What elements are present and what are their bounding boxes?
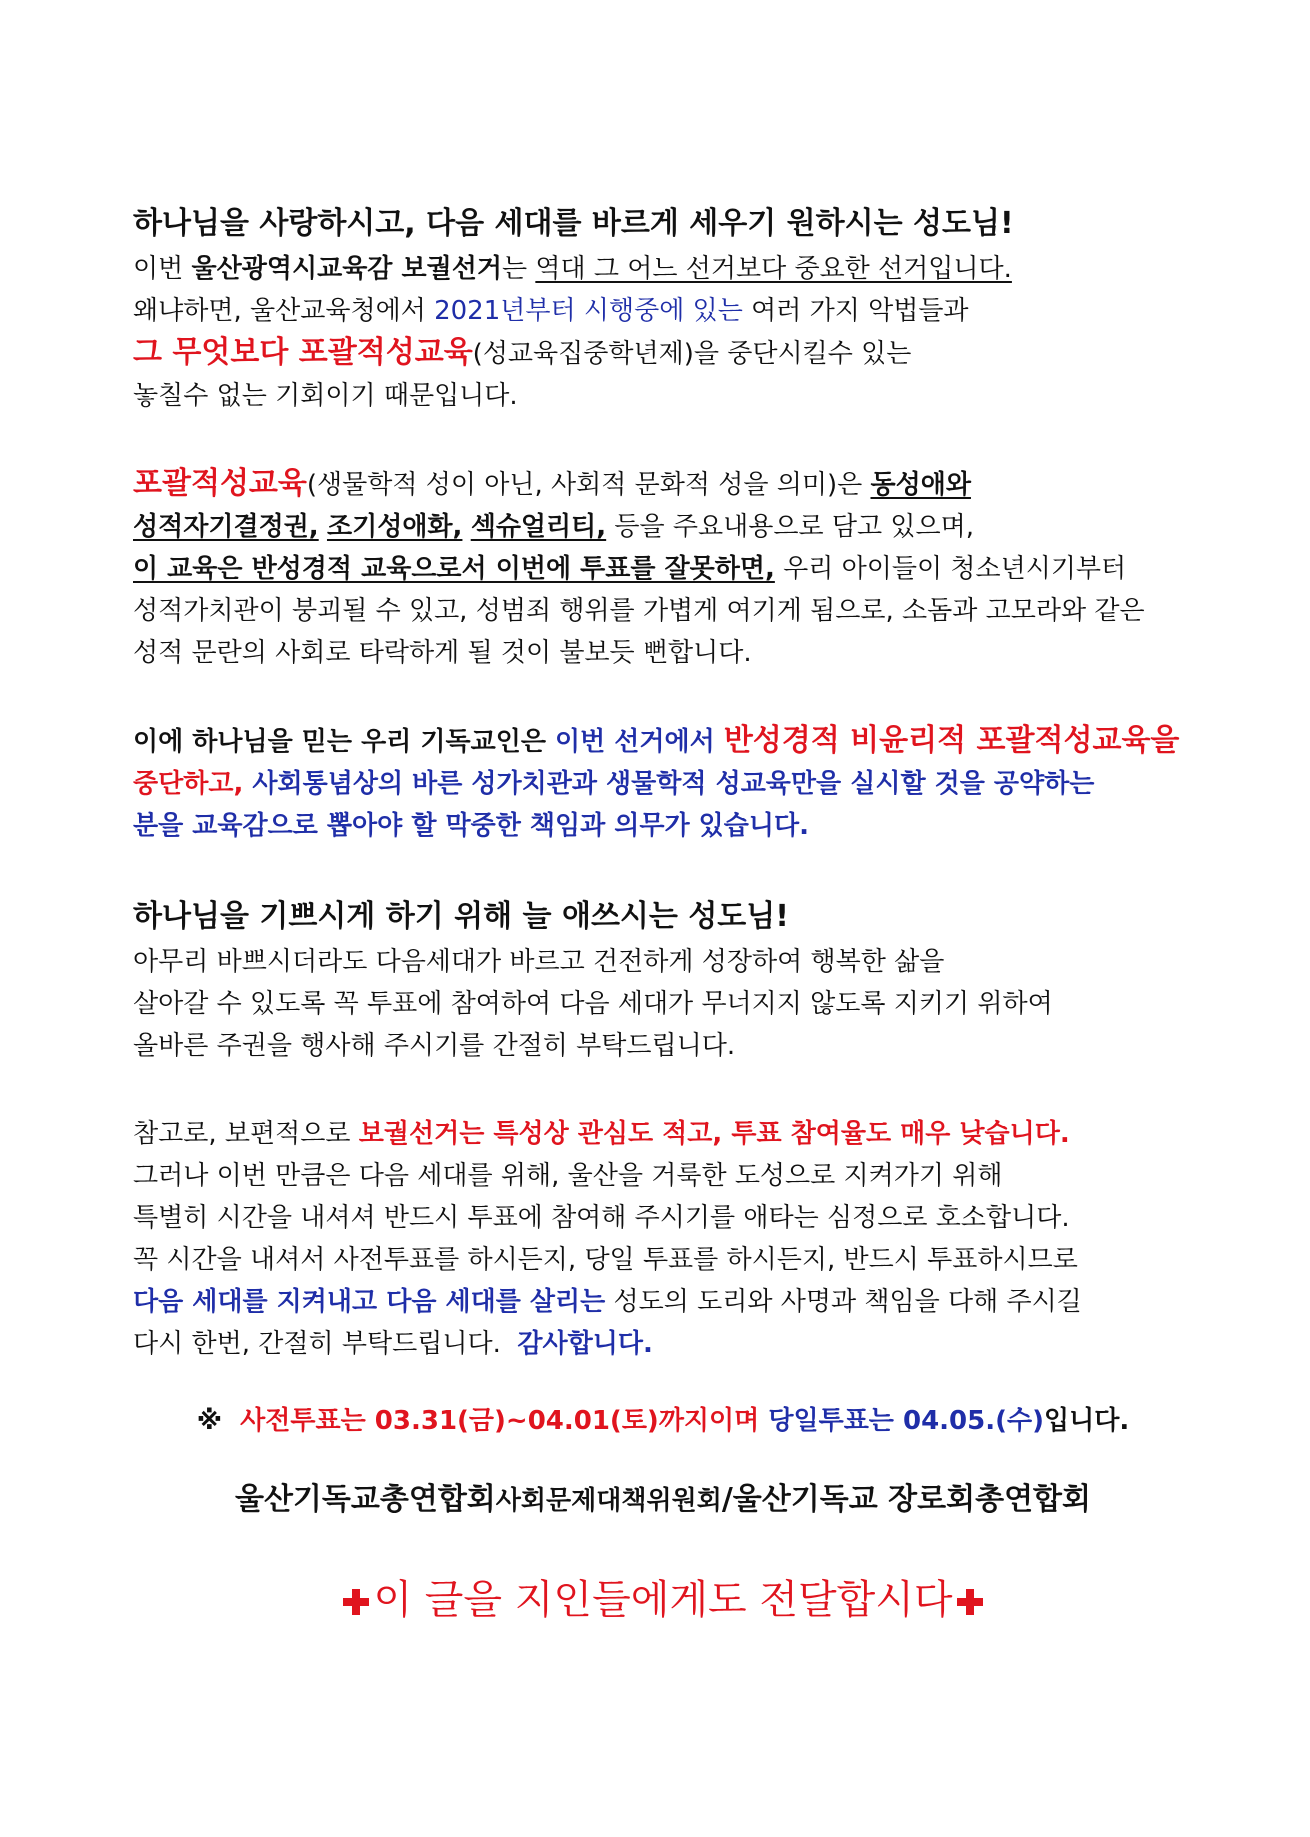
- organization-signature: [133, 1477, 1193, 1524]
- p5-line-2: 그러나 이번 만큼은 다음 세대를 위해, 울산을 거룩한 도성으로 지켜가기 위해: [133, 1161, 1003, 1191]
- p2-line-5: 성적 문란의 사회로 타락하게 될 것이 불보듯 뻔합니다.: [133, 638, 752, 668]
- p2-line-4: 성적가치관이 붕괴될 수 있고, 성범죄 행위를 가볍게 여기게 됨으로, 소돔과 고모라와 같은: [133, 596, 1145, 626]
- p1-l2-a: 왜냐하면, 울산교육청에서: [133, 296, 435, 326]
- p2-l2-d: [462, 512, 470, 542]
- p1-l1-c: 는: [501, 254, 536, 284]
- p2-line-2: [133, 506, 1193, 548]
- p2-l2-e: 섹슈얼리티,: [470, 512, 607, 542]
- p3-l1-b: 이번 선거에서: [555, 727, 724, 757]
- closing-text: 이 글을 지인들에게도 전달합시다: [373, 1577, 953, 1623]
- spacer: [133, 1524, 1193, 1570]
- voting-end-text: 입니다.: [1044, 1406, 1130, 1436]
- p5-l6-b: 감사합니다.: [517, 1329, 653, 1359]
- p1-line-1: [133, 248, 1193, 290]
- p1-line-2: [133, 290, 1193, 332]
- p3-l2-a: 중단하고,: [133, 769, 244, 799]
- document-body: [133, 200, 1193, 1630]
- p2-l1-c: 동성애와: [870, 470, 971, 500]
- p2-l1-b: (생물학적 성이 아닌, 사회적 문화적 성을 의미)은: [306, 470, 871, 500]
- p5-l5-b: 성도의 도리와 사명과 책임을 다해 주시길: [605, 1287, 1082, 1317]
- p3-line-1: [133, 720, 1193, 763]
- p3-l2-b: 사회통념상의 바른 성가치관과 생물학적 성교육만을 실시할 것을 공약하는: [243, 769, 1095, 799]
- p2-l2-c: 조기성애화,: [326, 512, 463, 542]
- p1-l1-a: 이번: [133, 254, 192, 284]
- p2-l3-a: 이 교육은 반성경적 교육으로서 이번에 투표를 잘못하면,: [133, 554, 775, 584]
- p2-line-1: [133, 463, 1193, 506]
- p4-line-1: 아무리 바쁘시더라도 다음세대가 바르고 건전하게 성장하여 행복한 삶을: [133, 947, 945, 977]
- voting-dates: [133, 1399, 1193, 1443]
- spacer: [133, 1067, 1193, 1113]
- spacer: [133, 674, 1193, 720]
- p1-l1-b: 울산광역시교육감 보궐선거: [191, 254, 502, 284]
- p2-l3-b: 우리 아이들이 청소년시기부터: [774, 554, 1127, 584]
- p1-line-3: [133, 332, 1193, 375]
- p1-l3-a: 그 무엇보다 포괄적성교육: [133, 335, 473, 370]
- greeting-heading-2: 하나님을 기쁘시게 하기 위해 늘 애쓰시는 성도님!: [133, 899, 789, 934]
- red-cross-icon: [957, 1589, 983, 1615]
- p5-line-3: 특별히 시간을 내셔셔 반드시 투표에 참여해 주시기를 애타는 심정으로 호소합니다.: [133, 1203, 1070, 1233]
- p1-l1-d: 역대 그 어느 선거보다 중요한 선거입니다.: [535, 254, 1012, 284]
- p5-line-4: 꼭 시간을 내셔서 사전투표를 하시든지, 당일 투표를 하시든지, 반드시 투표하시므로: [133, 1245, 1078, 1275]
- red-cross-icon: [343, 1589, 369, 1615]
- spacer: [133, 417, 1193, 463]
- p5-l1-b: 보궐선거는 특성상 관심도 적고, 투표 참여율도 매우 낮습니다.: [358, 1119, 1070, 1149]
- p4-line-3: 올바른 주권을 행사해 주시기를 간절히 부탁드립니다.: [133, 1031, 736, 1061]
- p3-l1-a: 이에 하나님을 믿는 우리 기독교인은: [133, 727, 555, 757]
- p3-l1-c: 반성경적 비윤리적 포괄적성교육을: [723, 723, 1180, 758]
- election-day-label: 당일투표는: [768, 1406, 894, 1436]
- p5-line-1: [133, 1113, 1193, 1155]
- spacer: [133, 1443, 1193, 1477]
- org-name-c: /울산기독교 장로회총연합회: [721, 1482, 1092, 1517]
- p2-l1-a: 포괄적성교육: [133, 466, 307, 501]
- closing-message: [133, 1570, 1193, 1630]
- spacer: [133, 847, 1193, 893]
- p2-line-3: [133, 548, 1193, 590]
- org-name-a: 울산기독교총연합회: [234, 1482, 496, 1517]
- spacer: [133, 1365, 1193, 1399]
- org-name-b: 사회문제대책위원회: [495, 1486, 722, 1516]
- greeting-heading-1: 하나님을 사랑하시고, 다음 세대를 바르게 세우기 원하시는 성도님!: [133, 206, 1014, 241]
- early-voting-text: 사전투표는 03.31(금)~04.01(토)까지이며: [240, 1406, 760, 1436]
- p2-l2-f: 등을 주요내용으로 담고 있으며,: [606, 512, 975, 542]
- p5-l6-a: 다시 한번, 간절히 부탁드립니다.: [133, 1329, 518, 1359]
- p1-l3-b: (성교육집중학년제)을 중단시킬수 있는: [472, 339, 912, 369]
- election-day-date: 04.05.(수): [903, 1406, 1044, 1436]
- p5-l5-a: 다음 세대를 지켜내고 다음 세대를 살리는: [133, 1287, 606, 1317]
- p1-l2-c: 여러 가지 악법들과: [742, 296, 969, 326]
- p1-line-4: 놓칠수 없는 기회이기 때문입니다.: [133, 381, 518, 411]
- p5-l1-a: 참고로, 보편적으로: [133, 1119, 359, 1149]
- p2-l2-a: 성적자기결정권,: [133, 512, 319, 542]
- p2-l2-b: [319, 512, 327, 542]
- p5-line-6: [133, 1323, 1193, 1365]
- p5-line-5: [133, 1281, 1193, 1323]
- p3-line-2: [133, 763, 1193, 805]
- p4-line-2: 살아갈 수 있도록 꼭 투표에 참여하여 다음 세대가 무너지지 않도록 지키기 위하여: [133, 989, 1053, 1019]
- p3-line-3: 분을 교육감으로 뽑아야 할 막중한 책임과 의무가 있습니다.: [133, 811, 810, 841]
- reference-mark: ※: [196, 1406, 223, 1436]
- p1-l2-b: 2021년부터 시행중에 있는: [434, 296, 743, 326]
